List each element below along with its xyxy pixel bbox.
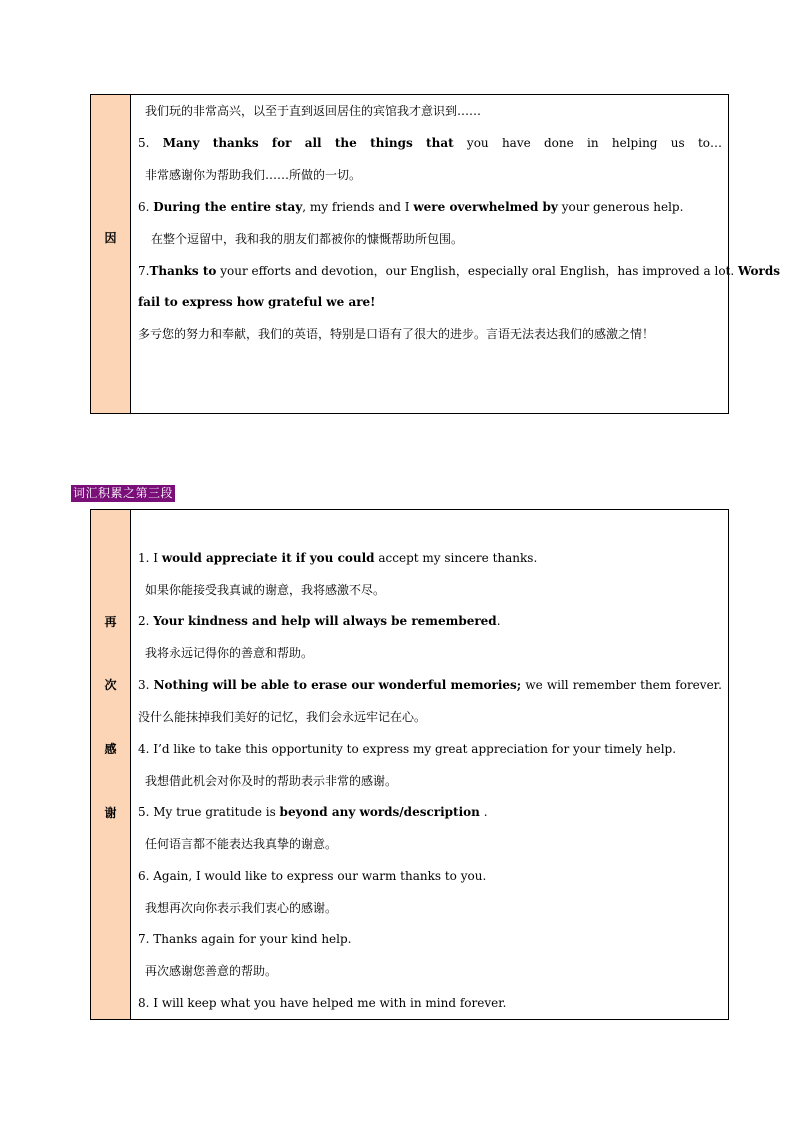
text-line: [138, 135, 722, 151]
text-line: [138, 613, 722, 629]
text-line: [138, 931, 722, 947]
side-label-column: [91, 95, 131, 413]
text-line: [138, 804, 722, 820]
bold-phrase: able: [260, 678, 290, 692]
text-segment: done: [543, 136, 574, 150]
text-segment: your generous help.: [557, 200, 684, 214]
side-label-char: 次: [104, 678, 117, 692]
bold-phrase: Thanks to: [149, 264, 217, 278]
side-label-char: 再: [104, 615, 117, 629]
bold-phrase: During the entire stay: [153, 200, 303, 214]
bold-phrase: beyond any words/description: [279, 805, 480, 819]
text-line: [145, 900, 722, 916]
text-segment: 在整个逗留中，我和我的朋友们都被你的慷慨帮助所包围。: [151, 232, 464, 246]
text-line: [138, 199, 722, 215]
text-segment: , my friends and I: [302, 200, 414, 214]
text-segment: 8. I will keep what you have helped me with in mind forever.: [138, 996, 507, 1010]
text-line: [138, 550, 722, 566]
text-segment: 我们玩的非常高兴，以至于直到返回居住的宾馆我才意识到……: [145, 104, 482, 118]
text-line: [145, 582, 722, 598]
text-segment: have: [501, 136, 531, 150]
text-segment: 2.: [138, 614, 154, 628]
side-label-char: 谢: [104, 806, 117, 820]
text-segment: 5. My true gratitude is: [138, 805, 280, 819]
bold-phrase: be: [240, 678, 257, 692]
text-line: [138, 868, 722, 884]
text-segment: 如果你能接受我真诚的谢意，我将感激不尽。: [145, 583, 386, 597]
text-segment: 4. I’d like to take this opportunity to express my great appreciation for your timely help.: [138, 742, 677, 756]
text-segment: forever.: [675, 678, 722, 692]
side-label-column: [91, 510, 131, 1019]
text-segment: accept my sincere thanks.: [374, 551, 538, 565]
text-segment: 没什么能抹掉我们美好的记忆，我们会永远牢记在心。: [138, 710, 427, 724]
bold-phrase: our: [351, 678, 375, 692]
text-line: [138, 709, 722, 725]
text-line: [138, 995, 722, 1011]
text-segment: us: [670, 136, 685, 150]
text-line: [138, 263, 780, 279]
table-box-1: [90, 94, 780, 414]
text-line: [138, 294, 722, 310]
text-segment: 任何语言都不能表达我真挚的谢意。: [145, 837, 338, 851]
text-segment: .: [496, 614, 501, 628]
box1-content: [131, 95, 780, 413]
text-line: [145, 773, 722, 789]
bold-phrase: memories;: [450, 678, 522, 692]
text-segment: 6. Again, I would like to express our warm thanks to you.: [138, 869, 487, 883]
text-segment: 再次感谢您善意的帮助。: [145, 964, 278, 978]
side-label-char: 因: [104, 231, 117, 245]
text-segment: them: [640, 678, 672, 692]
table-box-2: [90, 509, 729, 1020]
text-segment: 5.: [138, 136, 150, 150]
text-line: [145, 103, 722, 119]
side-label-char: 感: [104, 742, 117, 756]
bold-phrase: that: [426, 136, 454, 150]
bold-phrase: Your kindness and help will always be remembered: [153, 614, 497, 628]
bold-phrase: wonderful: [378, 678, 447, 692]
text-segment: 我想再次向你表示我们衷心的感谢。: [145, 901, 338, 915]
text-segment: 我将永远记得你的善意和帮助。: [145, 646, 314, 660]
text-segment: 6.: [138, 200, 154, 214]
text-segment: in: [587, 136, 599, 150]
text-segment: helping: [611, 136, 658, 150]
text-segment: .: [479, 805, 488, 819]
bold-phrase: Nothing: [153, 678, 209, 692]
text-line: [145, 836, 722, 852]
text-line: [151, 231, 722, 247]
bold-phrase: thanks: [212, 136, 259, 150]
text-line: [138, 677, 722, 693]
bold-phrase: Words: [738, 264, 780, 278]
text-segment: 多亏您的努力和奉献，我们的英语，特别是口语有了很大的进步。言语无法表达我们的感激之情！: [138, 327, 655, 341]
text-line: [138, 741, 722, 757]
bold-phrase: things: [370, 136, 413, 150]
text-segment: 非常感谢你为帮助我们……所做的一切。: [145, 168, 362, 182]
bold-phrase: Many: [162, 136, 200, 150]
bold-phrase: to: [293, 678, 307, 692]
box2-content: [131, 510, 728, 1019]
bold-phrase: erase: [311, 678, 348, 692]
text-line: [145, 645, 722, 661]
text-line: [145, 167, 722, 183]
text-segment: 我想借此机会对你及时的帮助表示非常的感谢。: [145, 774, 398, 788]
text-line: [145, 963, 722, 979]
section-title-badge: 词汇积累之第三段: [73, 486, 174, 500]
bold-phrase: all: [304, 136, 322, 150]
text-segment: remember: [572, 678, 636, 692]
bold-phrase: for: [271, 136, 292, 150]
text-segment: you: [466, 136, 489, 150]
bold-phrase: were overwhelmed by: [413, 200, 558, 214]
bold-phrase: the: [334, 136, 357, 150]
text-segment: 3.: [138, 678, 150, 692]
text-segment: we: [525, 678, 543, 692]
bold-phrase: will: [212, 678, 237, 692]
text-segment: will: [546, 678, 569, 692]
bold-phrase: fail to express how grateful we are!: [138, 295, 376, 309]
text-segment: 7.: [138, 264, 150, 278]
text-line: [138, 326, 722, 342]
text-segment: 7. Thanks again for your kind help.: [138, 932, 352, 946]
text-segment: 1. I: [138, 551, 162, 565]
bold-phrase: would appreciate it if you could: [161, 551, 375, 565]
text-segment: your efforts and devotion，our English，especially oral English，has improved a lot.: [216, 264, 739, 278]
text-segment: to…: [697, 136, 722, 150]
